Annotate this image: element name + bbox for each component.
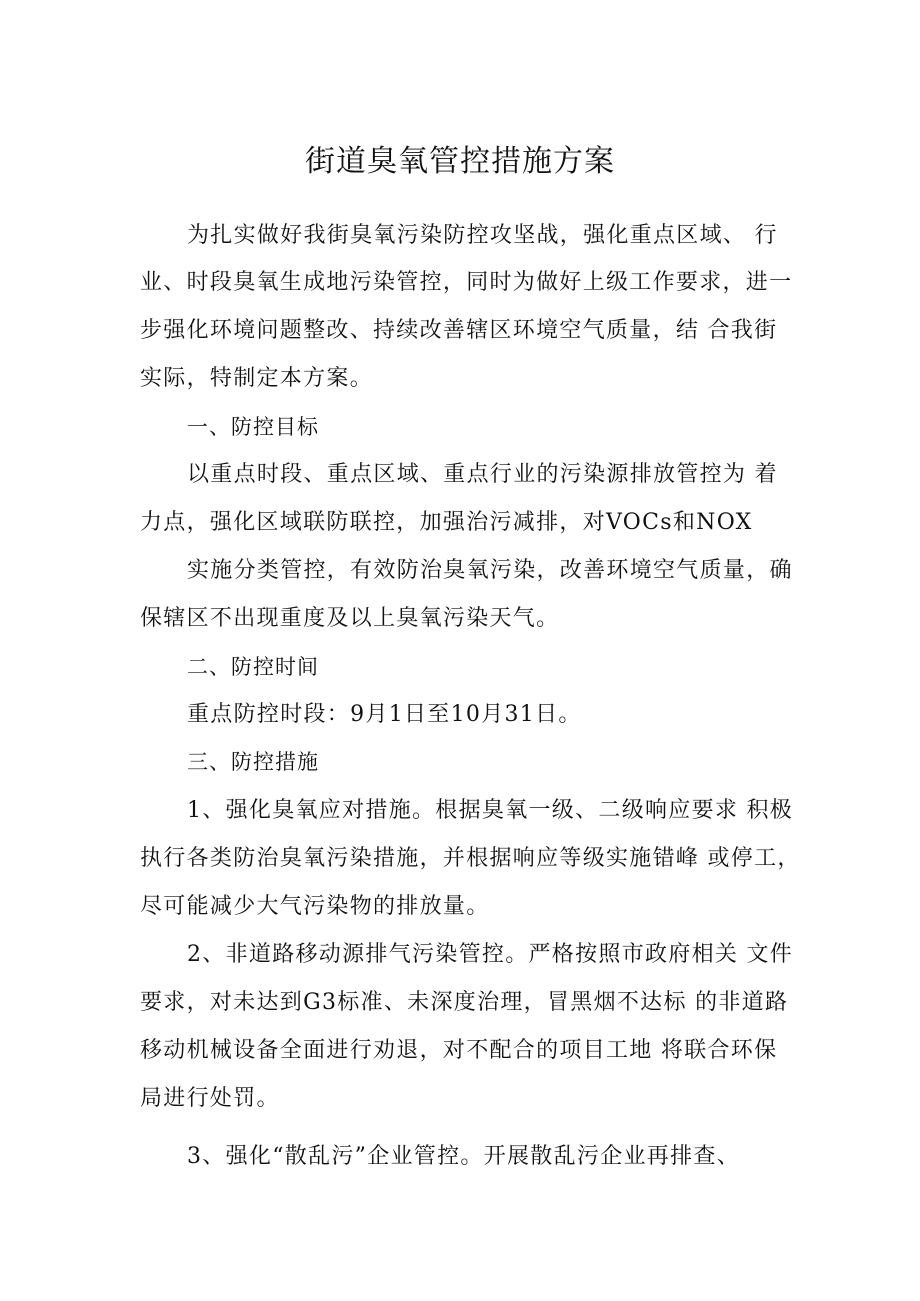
measure-1-line-2: 执行各类防治臭氧污染措施，并根据响应等级实施错峰 或停工， [140,846,801,871]
measure-2-line-1: 2、非道路移动源排气污染管控。严格按照市政府相关 文件 [187,942,794,967]
time-line-1: 重点防控时段：9月1日至10月31日。 [187,702,582,727]
measure-2-line-2: 要求，对未达到G3标准、未深度治理，冒黑烟不达标 的非道路 [140,990,789,1015]
section-heading-measures: 三、防控措施 [187,750,319,774]
goals-line-3: 实施分类管控，有效防治臭氧污染，改善环境空气质量，确 [187,558,793,583]
goals-line-4: 保辖区不出现重度及以上臭氧污染天气。 [140,606,560,631]
section-heading-time: 二、防控时间 [187,655,319,679]
measure-3-line-1: 3、强化“散乱污”企业管控。开展散乱污企业再排查、 [187,1144,740,1169]
document-title: 街道臭氧管控措施方案 [305,144,615,179]
measure-1-line-3: 尽可能减少大气污染物的排放量。 [140,894,490,919]
measure-1-line-1: 1、强化臭氧应对措施。根据臭氧一级、二级响应要求 积极 [187,798,794,823]
section-heading-goals: 一、防控目标 [187,415,319,439]
intro-line-1: 为扎实做好我街臭氧污染防控攻坚战，强化重点区域、 行 [187,223,778,248]
measure-2-line-3: 移动机械设备全面进行劝退，对不配合的项目工地 将联合环保 [140,1038,778,1063]
intro-line-4: 实际，特制定本方案。 [140,366,374,391]
intro-line-2: 业、时段臭氧生成地污染管控，同时为做好上级工作要求，进一 [140,270,793,295]
goals-line-2: 力点，强化区域联防联控，加强治污减排，对VOCs和NOX [140,510,753,535]
intro-line-3: 步强化环境问题整改、持续改善辖区环境空气质量，结 合我街 [140,318,778,343]
goals-line-1: 以重点时段、重点区域、重点行业的污染源排放管控为 着 [187,462,778,487]
measure-2-line-4: 局进行处罚。 [140,1086,280,1111]
